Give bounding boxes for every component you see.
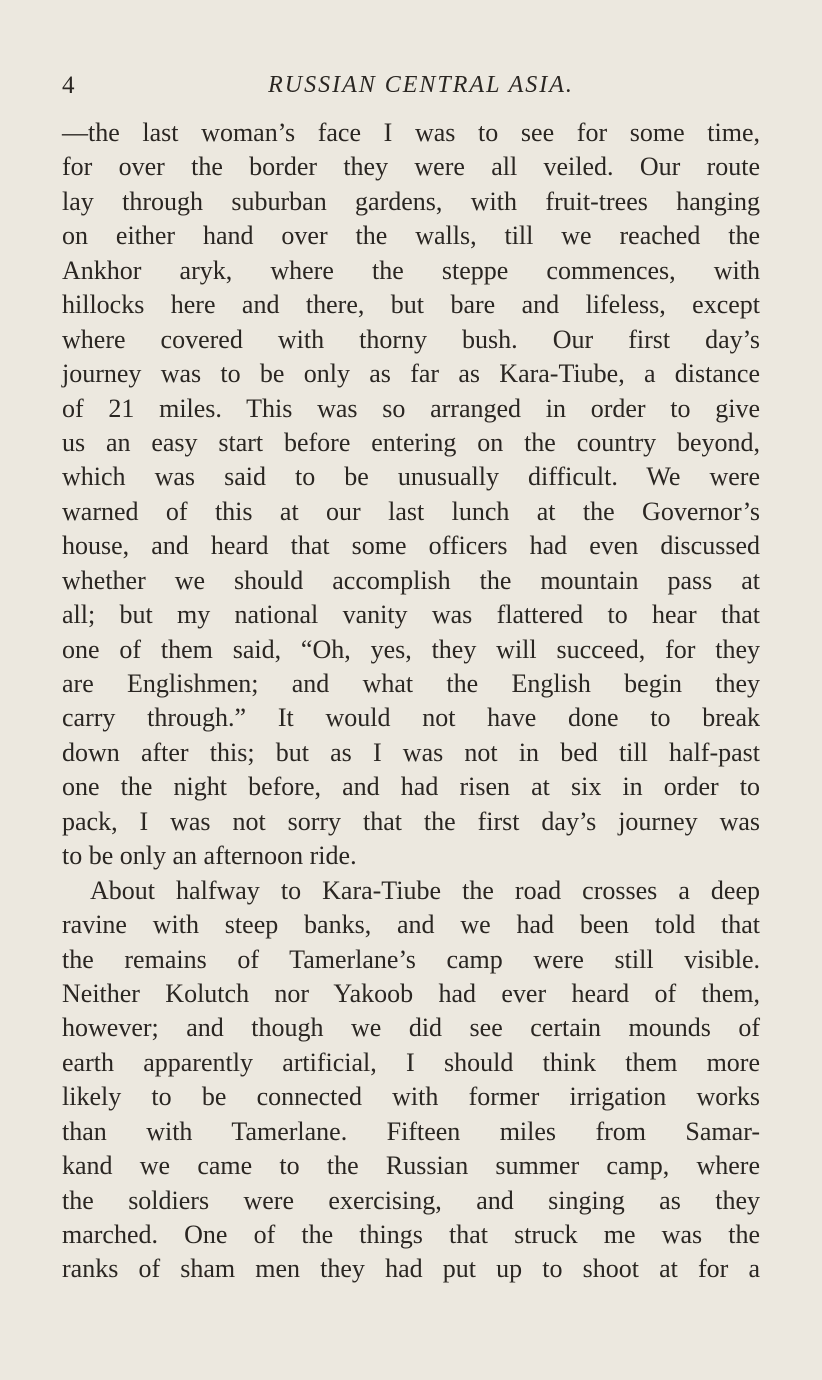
page-header [62,72,760,108]
text-line: kand we came to the Russian summer camp, where [62,1151,760,1181]
text-line: About halfway to Kara-Tiube the road crosses a deep [90,875,760,905]
text-line: hillocks here and there, but bare and lifeless, except [62,290,760,320]
text-line: marched. One of the things that struck me was the [62,1220,760,1249]
text-line: the soldiers were exercising, and singing as they [62,1185,760,1215]
text-line: down after this; but as I was not in bed till half-past [62,737,760,767]
text-line: Ankhor aryk, where the steppe commences, with [62,255,760,285]
text-line: journey was to be only as far as Kara-Tiube, a distance [62,359,760,389]
text-line: one of them said, “Oh, yes, they will succeed, for they [62,634,760,664]
text-line: are Englishmen; and what the English begin they [62,669,760,698]
text-line: for over the border they were all veiled. Our route [62,152,760,182]
text-line: earth apparently artificial, I should think them more [62,1047,760,1077]
text-line: —the last woman’s face I was to see for some time, [62,118,760,147]
text-line: carry through.” It would not have done to break [62,703,760,733]
text-line: to be only an afternoon ride. [62,841,357,871]
running-title: RUSSIAN CENTRAL ASIA. [268,72,574,98]
text-line: where covered with thorny bush. Our first day’s [62,324,760,354]
text-line: ranks of sham men they had put up to shoot at for a [62,1254,760,1284]
text-line: house, and heard that some officers had even discussed [62,531,760,561]
text-line: however; and though we did see certain mounds of [62,1013,760,1043]
text-line: lay through suburban gardens, with fruit-trees hanging [62,186,760,216]
text-line: pack, I was not sorry that the first day’s journey was [62,806,760,836]
text-line: whether we should accomplish the mountain pass at [62,565,760,595]
page-number: 4 [62,72,75,99]
text-line: than with Tamerlane. Fifteen miles from Samar- [62,1116,760,1146]
text-line: warned of this at our last lunch at the Governor’s [62,496,760,526]
text-line: all; but my national vanity was flattered to hear that [62,600,760,630]
text-line: the remains of Tamerlane’s camp were still visible. [62,944,760,974]
text-line: of 21 miles. This was so arranged in order to give [62,393,760,423]
text-line: one the night before, and had risen at six in order to [62,772,760,802]
text-line: likely to be connected with former irrigation works [62,1082,760,1112]
text-line: Neither Kolutch nor Yakoob had ever heard of them, [62,978,760,1008]
text-line: ravine with steep banks, and we had been told that [62,910,760,940]
text-line: us an easy start before entering on the country beyond, [62,427,760,457]
text-line: which was said to be unusually difficult. We were [62,462,760,492]
body-text [62,116,760,1287]
text-line: on either hand over the walls, till we reached the [62,221,760,251]
